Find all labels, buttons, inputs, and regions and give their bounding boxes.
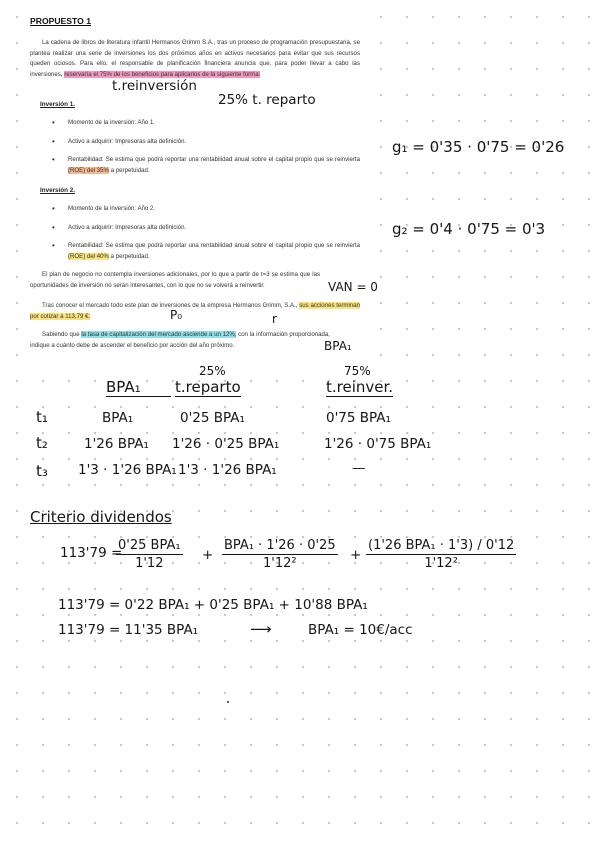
table-col-reparto: t.reparto xyxy=(175,378,241,396)
annotation-p0: P₀ xyxy=(170,308,183,322)
plus-sign: + xyxy=(202,547,214,563)
annotation-g1: g₁ = 0'35 · 0'75 = 0'26 xyxy=(392,138,565,156)
table-head-percent-reinver: 75% xyxy=(344,364,371,378)
market-paragraph xyxy=(30,301,360,322)
plus-sign: + xyxy=(350,547,362,563)
solution-heading: Criterio dividendos xyxy=(30,508,172,526)
page-title: PROPUESTO 1 xyxy=(30,16,91,26)
fraction-1-numerator: 0'25 BPA₁ xyxy=(118,538,181,553)
market-text: Tras conocer el mercado todo este plan de inversiones de la empresa Hermanos Grimm, S.A., xyxy=(42,302,300,309)
table-cell: 1'26 · 0'25 BPA₁ xyxy=(172,436,280,452)
price-highlight: sus acciones terminan por cotizar a 113,79 €. xyxy=(30,302,360,320)
profit-text-end: a perpetuidad. xyxy=(108,252,150,260)
fraction-1-denominator: 1'12 xyxy=(135,556,164,571)
equation-lhs: 113'79 = xyxy=(60,545,123,561)
rate-highlight: la tasa de capitalización del mercado asciende a un 12%, xyxy=(81,331,237,338)
problem-statement xyxy=(22,8,366,360)
annotation-r: r xyxy=(272,312,277,326)
intro-highlight: reservaría el 75% de los beneficios para aplicarlos de la siguiente forma: xyxy=(64,70,261,78)
table-head-percent-reparto: 25% xyxy=(199,364,226,378)
table-col-bpa: BPA₁ xyxy=(106,378,171,397)
table-cell: 1'26 BPA₁ xyxy=(84,436,149,452)
fraction-2 xyxy=(222,538,338,571)
stray-dot xyxy=(227,701,229,703)
annotation-van: VAN = 0 xyxy=(328,280,378,294)
profit-text: Rentabilidad: Se estima que podrá reportar una rentabilidad anual sobre el capital propio que se reinvierta xyxy=(68,242,360,250)
fraction-3 xyxy=(366,538,516,571)
profit-text: Rentabilidad: Se estima que podrá reportar una rentabilidad anual sobre el capital propio que se reinvierta xyxy=(68,156,360,164)
table-cell: BPA₁ xyxy=(102,410,134,426)
investment-2-list xyxy=(40,204,360,270)
arrow-icon: ⟶ xyxy=(250,620,272,638)
list-item: • Momento de la inversión: Año 1. xyxy=(40,118,360,129)
investment-2-heading: Inversión 2. xyxy=(40,187,75,194)
annotation-g2: g₂ = 0'4 · 0'75 = 0'3 xyxy=(392,220,546,238)
final-result: BPA₁ = 10€/acc xyxy=(308,622,413,638)
fraction-3-denominator: 1'12² xyxy=(424,556,458,571)
table-cell: — xyxy=(352,460,366,476)
annotation-t-reparto: 25% t. reparto xyxy=(218,92,316,108)
table-cell: 1'3 · 1'26 BPA₁ xyxy=(178,462,277,478)
table-cell: 0'75 BPA₁ xyxy=(326,410,391,426)
question-paragraph xyxy=(30,330,330,351)
intro-text: La cadena de libros de literatura infantil Hermanos Grimm S.A., tras un proceso de programación presupuestaria, se plantea realizar una serie de inversiones los dos próximos años en activos necesarios para evitar que sus recursos queden ociosos. Para ello, el responsable de planificación financiera anuncia que, para poder llevar a cabo las inversiones, xyxy=(30,39,360,78)
table-cell: 1'3 · 1'26 BPA₁ xyxy=(78,462,177,478)
roe-highlight: (ROE) del 40% xyxy=(68,252,109,260)
list-item xyxy=(40,155,360,176)
intro-paragraph xyxy=(30,38,360,80)
question-text: Sabiendo que xyxy=(42,331,82,338)
annotation-t-reinversion: t.reinversión xyxy=(112,78,197,94)
annotation-bpa1: BPA₁ xyxy=(324,339,352,353)
table-cell: 1'26 · 0'75 BPA₁ xyxy=(324,436,432,452)
roe-highlight: (ROE) del 35% xyxy=(68,166,109,174)
fraction-1 xyxy=(116,538,183,571)
investment-1-list xyxy=(40,118,360,184)
question-text-end: con la información proporcionada, indique a cuánto debe de ascender el beneficio por acción del año próximo. xyxy=(30,331,330,349)
table-row-t3-label: t₃ xyxy=(36,462,48,480)
table-col-reinver: t.reinver. xyxy=(326,378,394,396)
plan-paragraph: El plan de negocio no contempla inversiones adicionales, por lo que a partir de t=3 se estima que las oportunidades de inversión no serán interesantes, con lo que no se volverá a reinvertir. xyxy=(30,271,320,289)
equation-line-2: 113'79 = 0'22 BPA₁ + 0'25 BPA₁ + 10'88 BPA₁ xyxy=(58,597,368,613)
fraction-2-numerator: BPA₁ · 1'26 · 0'25 xyxy=(224,538,336,553)
fraction-2-denominator: 1'12² xyxy=(263,556,297,571)
list-item: • Activo a adquirir: Impresoras alta definición. xyxy=(40,223,360,234)
table-row-t2-label: t₂ xyxy=(36,434,48,452)
profit-text-end: a perpetuidad. xyxy=(108,166,150,174)
list-item: • Activo a adquirir: Impresoras alta definición. xyxy=(40,137,360,148)
equation-line-3: 113'79 = 11'35 BPA₁ xyxy=(58,622,199,638)
fraction-3-numerator: (1'26 BPA₁ · 1'3) / 0'12 xyxy=(368,538,515,553)
list-item: • Momento de la inversión: Año 2. xyxy=(40,204,360,215)
table-cell: 0'25 BPA₁ xyxy=(180,410,245,426)
list-item xyxy=(40,241,360,262)
investment-1-heading: Inversión 1. xyxy=(40,101,75,108)
table-row-t1-label: t₁ xyxy=(36,408,48,426)
